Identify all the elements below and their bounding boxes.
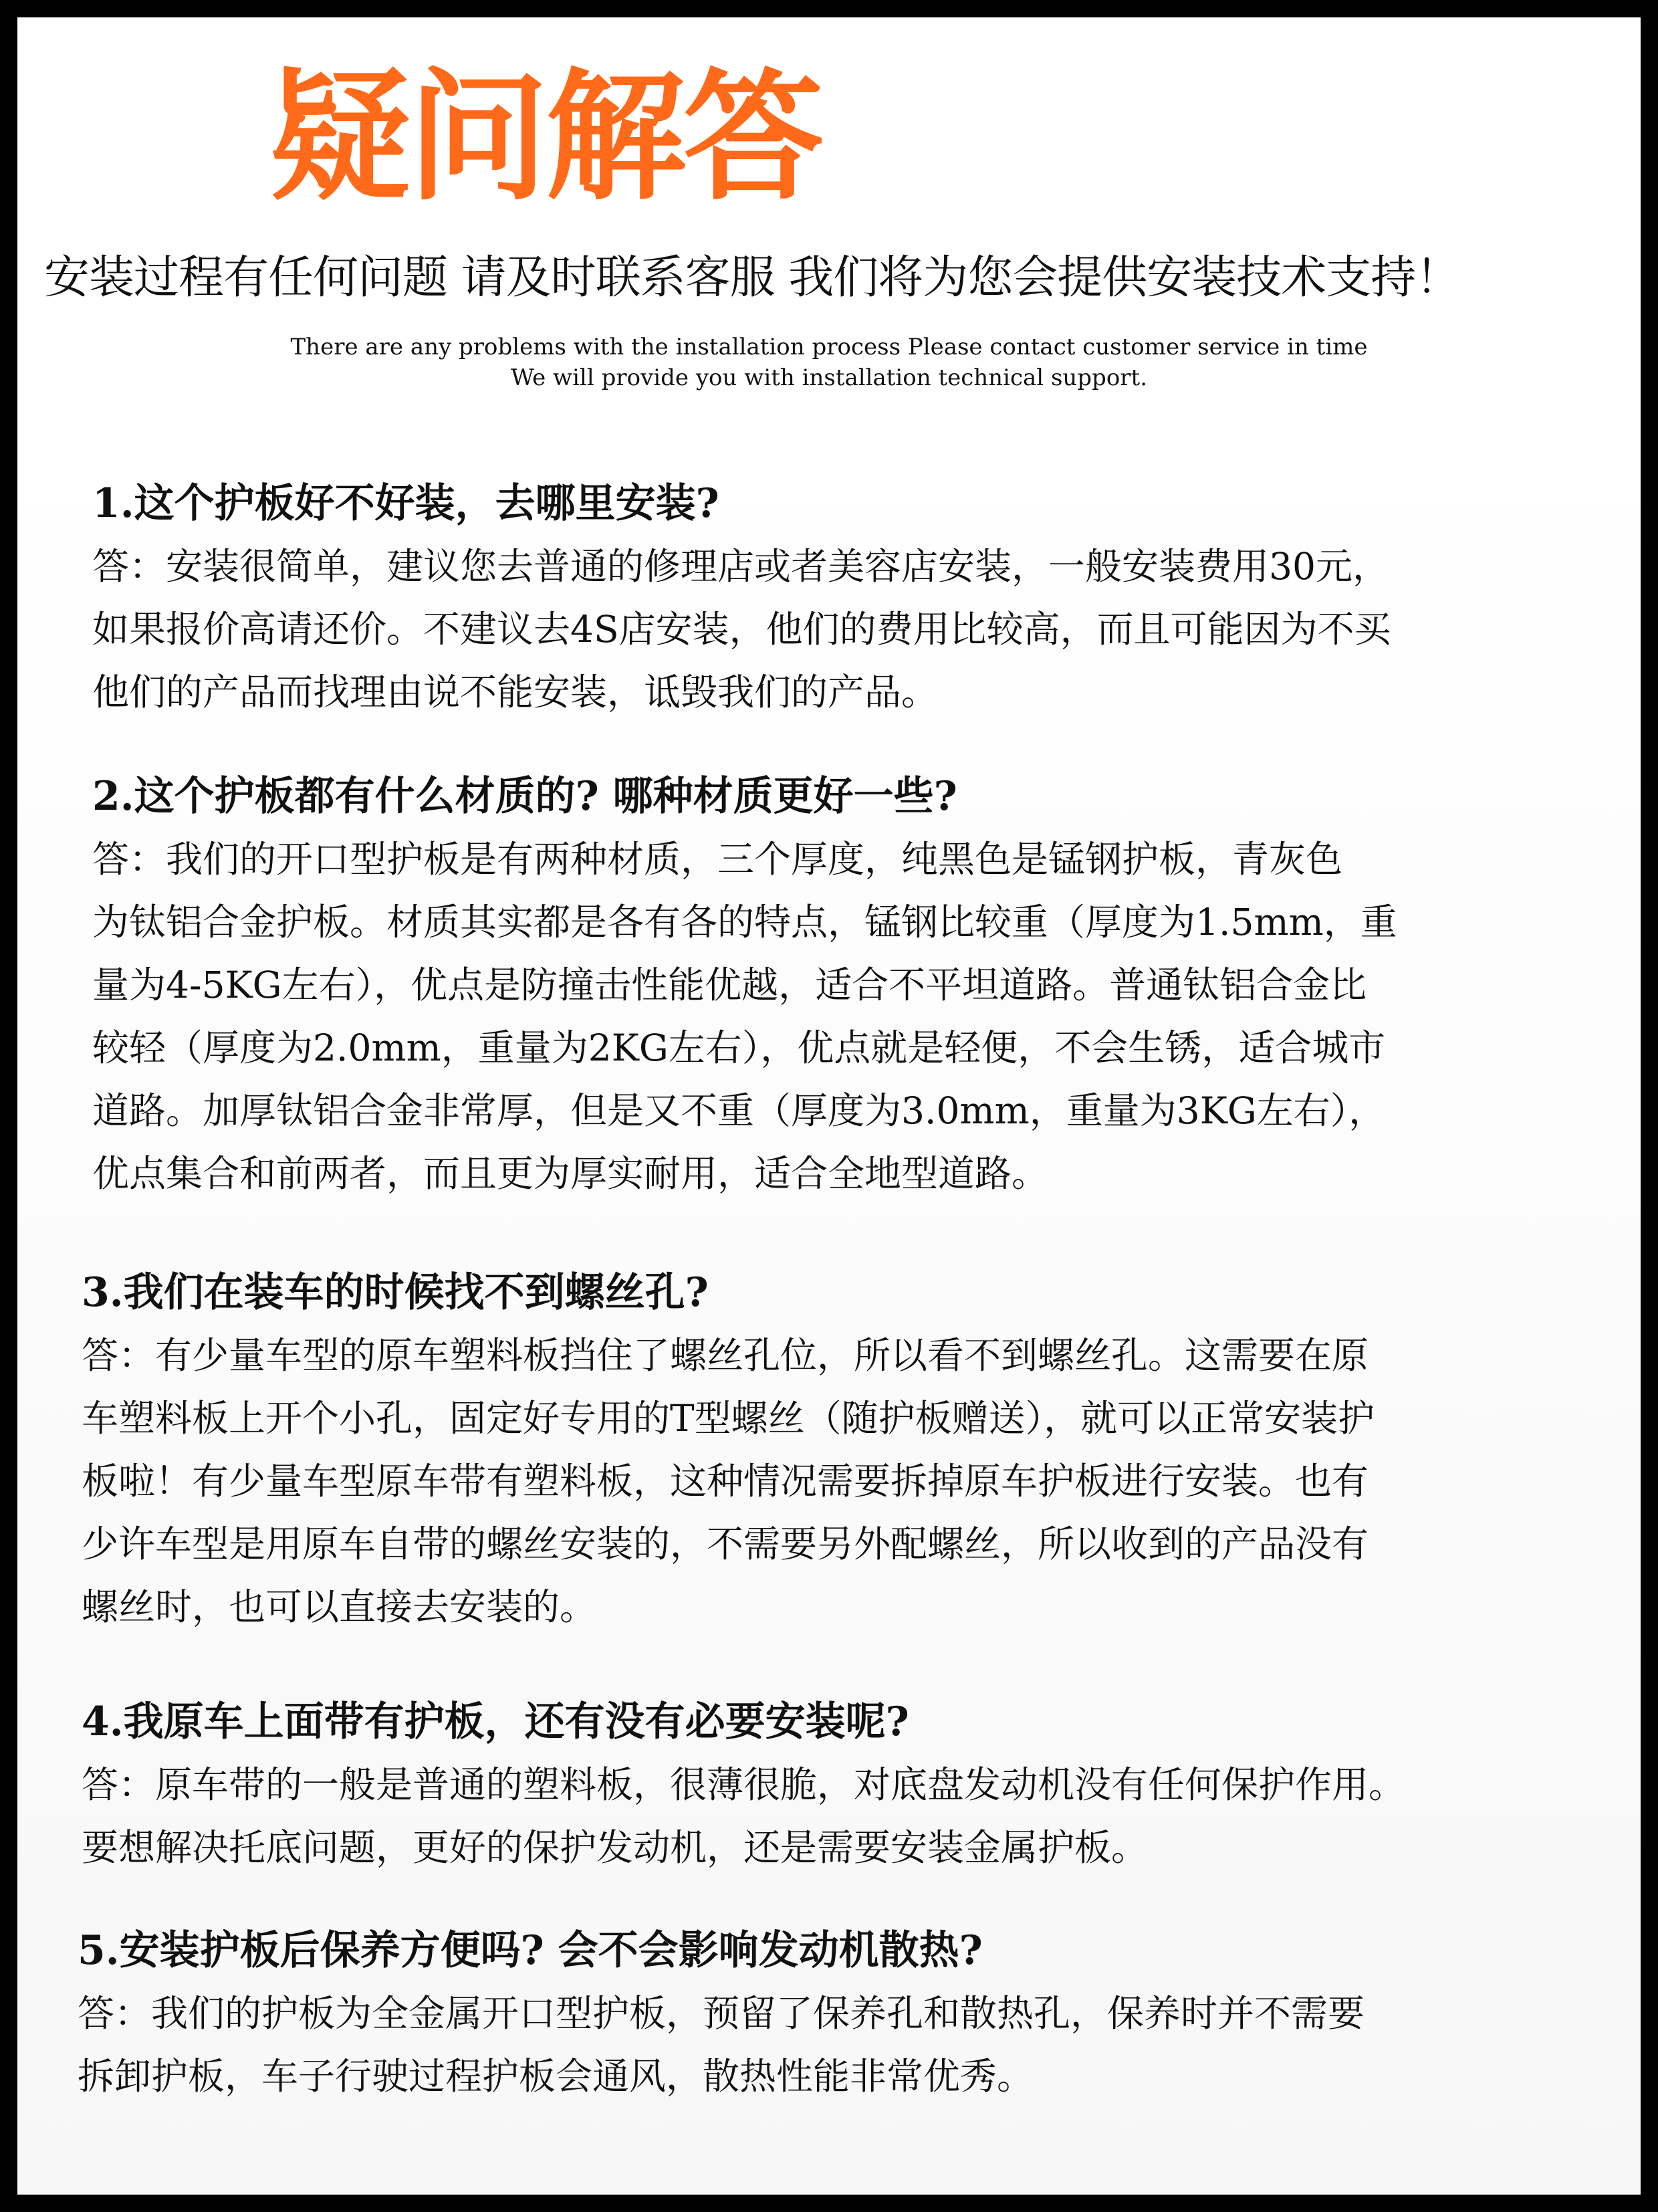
answer-2	[92, 828, 1603, 1205]
answer-line: 板啦！有少量车型原车带有塑料板，这种情况需要拆掉原车护板进行安装。也有	[82, 1460, 1369, 1503]
faq-item-4	[82, 1690, 1592, 1879]
question-4: 4.我原车上面带有护板，还有没有必要安装呢?	[82, 1698, 909, 1745]
answer-line: 要想解决托底问题，更好的保护发动机，还是需要安装金属护板。	[82, 1826, 1149, 1869]
answer-line: 车塑料板上开个小孔，固定好专用的T型螺丝（随护板赠送），就可以正常安装护	[82, 1397, 1375, 1440]
answer-line: 答：我们的开口型护板是有两种材质，三个厚度，纯黑色是锰钢护板，青灰色	[92, 838, 1343, 881]
answer-line: 答：有少量车型的原车塑料板挡住了螺丝孔位，所以看不到螺丝孔。这需要在原	[82, 1334, 1369, 1377]
answer-line: 量为4-5KG左右），优点是防撞击性能优越，适合不平坦道路。普通钛铝合金比	[92, 964, 1367, 1006]
subtitle-english-line-1: There are any problems with the installation process Please contact customer service in time	[290, 334, 1368, 360]
answer-5	[78, 1982, 1588, 2108]
subtitle-english-line-2: We will provide you with installation technical support.	[510, 364, 1148, 391]
answer-line: 他们的产品而找理由说不能安装，诋毁我们的产品。	[92, 671, 939, 713]
faq-item-2	[92, 765, 1603, 1205]
question-1: 1.这个护板好不好装，去哪里安装?	[92, 480, 719, 527]
question-2: 2.这个护板都有什么材质的? 哪种材质更好一些?	[92, 773, 957, 820]
page-title: 疑问解答	[270, 56, 822, 219]
answer-3	[82, 1324, 1592, 1638]
faq-section	[17, 445, 1641, 2195]
subtitle-chinese: 安装过程有任何问题 请及时联系客服 我们将为您会提供安装技术支持！	[44, 251, 1461, 304]
answer-line: 答：我们的护板为全金属开口型护板，预留了保养孔和散热孔，保养时并不需要	[78, 1992, 1365, 2035]
faq-page	[17, 17, 1641, 2195]
answer-line: 优点集合和前两者，而且更为厚实耐用，适合全地型道路。	[92, 1152, 1049, 1195]
answer-line: 答：安装很简单，建议您去普通的修理店或者美容店安装，一般安装费用30元，	[92, 545, 1389, 588]
answer-line: 答：原车带的一般是普通的塑料板，很薄很脆，对底盘发动机没有任何保护作用。	[82, 1763, 1406, 1806]
answer-line: 较轻（厚度为2.0mm，重量为2KG左右），优点就是轻便，不会生锈，适合城市	[92, 1026, 1386, 1069]
question-5: 5.安装护板后保养方便吗? 会不会影响发动机散热?	[78, 1927, 983, 1974]
answer-line: 为钛铝合金护板。材质其实都是各有各的特点，锰钢比较重（厚度为1.5mm，重	[92, 901, 1397, 944]
answer-line: 螺丝时，也可以直接去安装的。	[82, 1585, 597, 1628]
header	[17, 17, 1641, 445]
answer-4	[82, 1753, 1592, 1879]
answer-line: 如果报价高请还价。不建议去4S店安装，他们的费用比较高，而且可能因为不买	[92, 608, 1391, 651]
faq-item-3	[82, 1261, 1592, 1638]
faq-item-1	[92, 472, 1603, 724]
answer-1	[92, 535, 1603, 724]
question-3: 3.我们在装车的时候找不到螺丝孔?	[82, 1269, 709, 1316]
faq-item-5	[78, 1919, 1588, 2108]
answer-line: 少许车型是用原车自带的螺丝安装的，不需要另外配螺丝，所以收到的产品没有	[82, 1523, 1369, 1565]
answer-line: 拆卸护板，车子行驶过程护板会通风，散热性能非常优秀。	[78, 2055, 1034, 2098]
subtitle-english	[17, 332, 1641, 393]
answer-line: 道路。加厚钛铝合金非常厚，但是又不重（厚度为3.0mm，重量为3KG左右），	[92, 1089, 1386, 1132]
